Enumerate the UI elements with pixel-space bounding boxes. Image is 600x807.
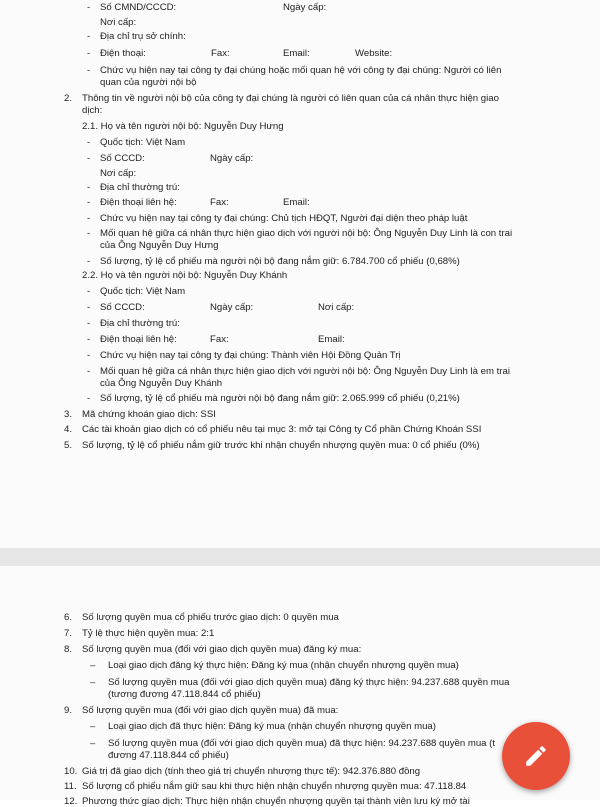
item-8-qty-line-1: Số lượng quyền mua (đối với giao dịch quyền mua) đăng ký thực hiện: 94.237.688 quyền mua xyxy=(108,677,510,688)
bullet-dash: - xyxy=(87,65,91,76)
bullet-dash: - xyxy=(87,182,91,193)
bullet-dash: - xyxy=(87,213,91,224)
insider-2-relation-line-1: Mối quan hệ giữa cá nhân thực hiện giao dịch với người nội bộ: Ông Nguyễn Duy Linh là em trai xyxy=(100,366,510,377)
item-3-text: Mã chứng khoán giao dịch: SSI xyxy=(82,409,216,420)
id-number-label: Số CMND/CCCD: xyxy=(100,2,177,13)
insider-2-phone-label: Điện thoại liên hệ: xyxy=(100,334,177,345)
bullet-dash: - xyxy=(87,48,91,59)
item-9-text: Số lượng quyền mua (đối với giao dịch quyền mua) đã mua: xyxy=(82,705,339,716)
item-number: 6. xyxy=(64,612,73,623)
bullet-dash: - xyxy=(87,350,91,361)
insider-1-holding: Số lượng, tỷ lệ cổ phiếu mà người nội bộ đang nắm giữ: 6.784.700 cổ phiếu (0,68%) xyxy=(100,256,460,267)
edit-button[interactable] xyxy=(502,722,570,790)
insider-1-id-label: Số CCCD: xyxy=(100,153,145,164)
item-2-line-1: Thông tin về người nội bộ của công ty đại chúng là người có liên quan của cá nhân thực hiện giao xyxy=(82,93,499,104)
bullet-dash: - xyxy=(87,393,91,404)
insider-2-issue-date-label: Ngày cấp: xyxy=(210,302,254,313)
item-8-qty-line-2: (tương đương 47.118.844 cổ phiếu) xyxy=(108,689,261,700)
insider-2-email-label: Email: xyxy=(318,334,345,345)
bullet-dash: - xyxy=(87,2,91,13)
insider-1-relation-line-1: Mối quan hệ giữa cá nhân thực hiện giao dịch với người nội bộ: Ông Nguyễn Duy Linh là con trai xyxy=(100,228,513,239)
insider-2-fax-label: Fax: xyxy=(210,334,229,345)
item-number: 8. xyxy=(64,644,73,655)
bullet-dash: - xyxy=(87,153,91,164)
item-number: 9. xyxy=(64,705,73,716)
phone-label: Điện thoại: xyxy=(100,48,146,59)
bullet-dash: – xyxy=(90,721,96,732)
item-12-text: Phương thức giao dịch: Thực hiện nhận chuyển nhượng quyền tại thành viên lưu ký mở tài xyxy=(82,796,470,807)
bullet-dash: - xyxy=(87,197,91,208)
insider-1-relation-line-2: của Ông Nguyễn Duy Hưng xyxy=(100,240,219,251)
bullet-dash: - xyxy=(87,286,91,297)
position-line-1: Chức vụ hiện nay tại công ty đại chúng hoặc mối quan hệ với công ty đại chúng: Người có liên xyxy=(100,65,502,76)
bullet-dash: - xyxy=(87,137,91,148)
insider-2-nationality: Quốc tịch: Việt Nam xyxy=(100,286,186,297)
email-label: Email: xyxy=(283,48,310,59)
bullet-dash: - xyxy=(87,318,91,329)
insider-2-position: Chức vụ hiện nay tại công ty đại chúng: Thành viên Hội Đồng Quản Trị xyxy=(100,350,401,361)
bullet-dash: - xyxy=(87,334,91,345)
insider-2-id-label: Số CCCD: xyxy=(100,302,145,313)
insider-2-holding: Số lượng, tỷ lệ cổ phiếu mà người nội bộ đang nắm giữ: 2.065.999 cổ phiếu (0,21%) xyxy=(100,393,460,404)
bullet-dash: – xyxy=(90,677,96,688)
insider-1-fax-label: Fax: xyxy=(210,197,229,208)
insider-1-issue-place-label: Nơi cấp: xyxy=(100,168,137,179)
insider-1-nationality: Quốc tịch: Việt Nam xyxy=(100,137,186,148)
issue-date-label: Ngày cấp: xyxy=(283,2,327,13)
insider-1-position: Chức vụ hiện nay tại công ty đại chúng: Chủ tịch HĐQT, Người đại diện theo pháp luật xyxy=(100,213,468,224)
item-4-text: Các tài khoản giao dịch có cổ phiếu nêu tại mục 3: mở tại Công ty Cổ phần Chứng Khoán SSI xyxy=(82,424,482,435)
bullet-dash: - xyxy=(87,31,91,42)
item-2-line-2: dịch: xyxy=(82,105,103,116)
item-number: 3. xyxy=(64,409,73,420)
head-office-label: Địa chỉ trụ sở chính: xyxy=(100,31,186,42)
item-5-text: Số lượng, tỷ lệ cổ phiếu nắm giữ trước khi nhận chuyển nhượng quyền mua: 0 cổ phiếu (0%) xyxy=(82,440,480,451)
item-number: 10. xyxy=(64,766,78,777)
item-number: 11. xyxy=(64,781,77,792)
item-number: 2. xyxy=(64,93,73,104)
item-number: 4. xyxy=(64,424,73,435)
item-8-type: Loại giao dịch đăng ký thực hiện: Đăng ký mua (nhận chuyển nhượng quyền mua) xyxy=(108,660,459,671)
fax-label: Fax: xyxy=(211,48,230,59)
insider-2-issue-place-label: Nơi cấp: xyxy=(318,302,355,313)
item-7-text: Tỷ lệ thực hiện quyền mua: 2:1 xyxy=(82,628,215,639)
insider-2-heading: 2.2. Họ và tên người nội bộ: Nguyễn Duy Khánh xyxy=(82,270,288,281)
bullet-dash: - xyxy=(87,302,91,313)
item-8-text: Số lượng quyền mua (đối với giao dịch quyền mua) đăng ký mua: xyxy=(82,644,362,655)
page-separator xyxy=(0,548,600,566)
bullet-dash: - xyxy=(87,228,91,239)
item-9-qty-line-1: Số lượng quyền mua (đối với giao dịch quyền mua) đã thực hiện: 94.237.688 quyền mua (t xyxy=(108,738,496,749)
insider-1-heading: 2.1. Họ và tên người nội bộ: Nguyễn Duy Hưng xyxy=(82,121,284,132)
insider-1-phone-label: Điện thoại liên hệ: xyxy=(100,197,177,208)
item-11-text: Số lượng cổ phiếu nắm giữ sau khi thực hiện nhận chuyển nhượng quyền mua: 47.118.84 xyxy=(82,781,467,792)
bullet-dash: – xyxy=(90,660,96,671)
item-9-qty-line-2: đương 47.118.844 cổ phiếu) xyxy=(108,750,229,761)
insider-2-relation-line-2: của Ông Nguyễn Duy Khánh xyxy=(100,378,223,389)
item-number: 12. xyxy=(64,796,78,807)
bullet-dash: – xyxy=(90,738,96,749)
position-line-2: quan của người nội bộ xyxy=(100,77,197,88)
insider-1-issue-date-label: Ngày cấp: xyxy=(210,153,254,164)
insider-2-address-label: Địa chỉ thường trú: xyxy=(100,318,180,329)
insider-1-address-label: Địa chỉ thường trú: xyxy=(100,182,180,193)
pencil-icon xyxy=(523,743,549,769)
website-label: Website: xyxy=(355,48,393,59)
item-number: 7. xyxy=(64,628,73,639)
issue-place-label: Nơi cấp: xyxy=(100,17,137,28)
item-9-type: Loại giao dịch đã thực hiện: Đăng ký mua (nhận chuyển nhượng quyền mua) xyxy=(108,721,436,732)
item-10-text: Giá trị đã giao dịch (tính theo giá trị chuyển nhượng thực tế): 942.376.880 đồng xyxy=(82,766,421,777)
item-6-text: Số lượng quyền mua cổ phiếu trước giao dịch: 0 quyền mua xyxy=(82,612,339,623)
bullet-dash: - xyxy=(87,366,91,377)
bullet-dash: - xyxy=(87,256,91,267)
insider-1-email-label: Email: xyxy=(283,197,310,208)
item-number: 5. xyxy=(64,440,73,451)
